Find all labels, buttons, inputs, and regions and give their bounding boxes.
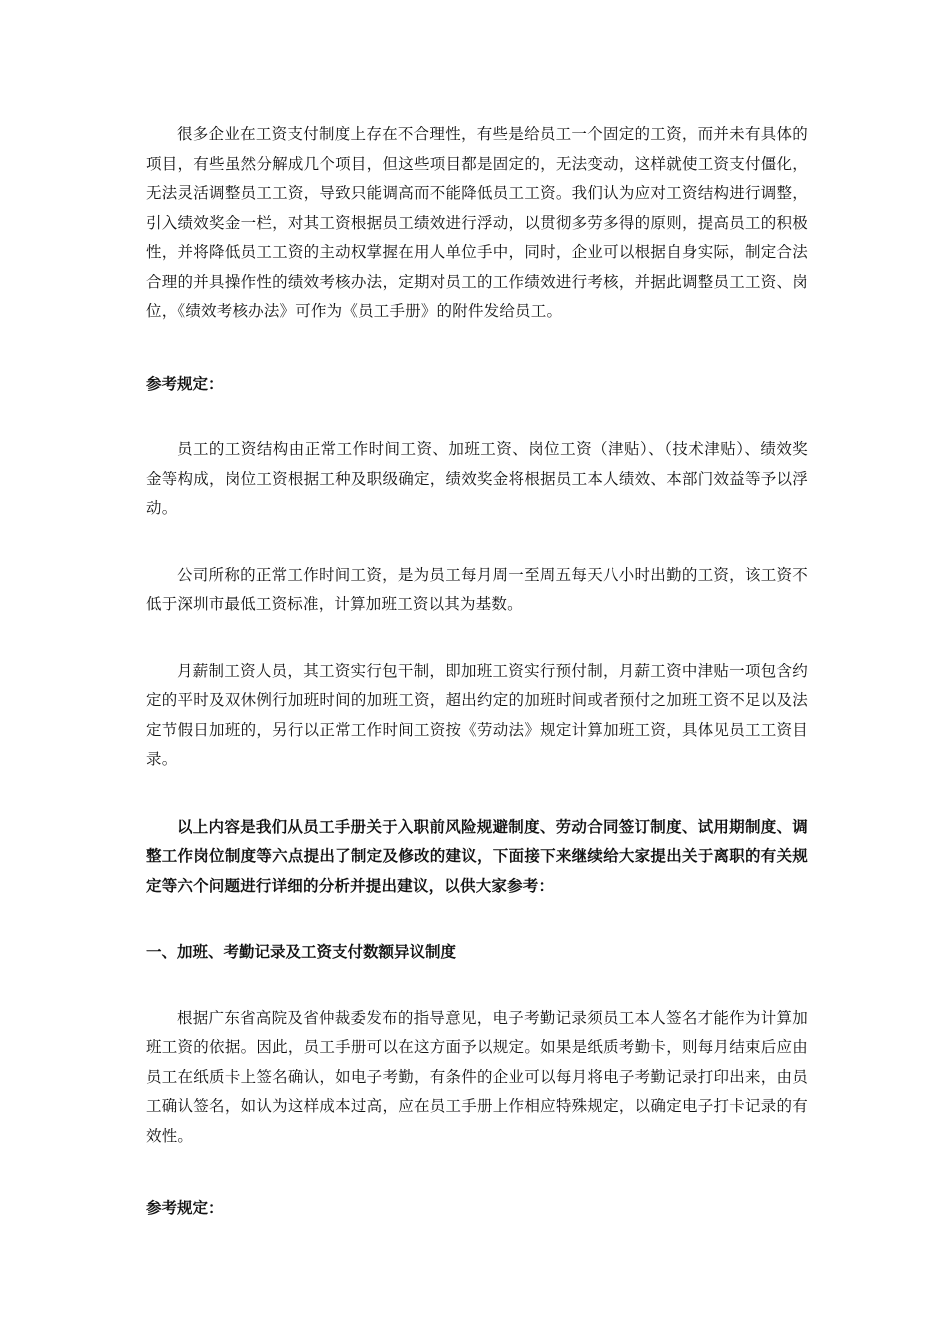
reference-heading-2: 参考规定： — [146, 1198, 224, 1217]
paragraph-summary: 以上内容是我们从员工手册关于入职前风险规避制度、劳动合同签订制度、试用期制度、调整工作岗位制度等六点提出了制定及修改的建议，下面接下来继续给大家提出关于离职的有关规定等六个问题进行详细的分析并提出建议，以供大家参考： — [146, 816, 808, 895]
section-heading-overtime: 一、加班、考勤记录及工资支付数额异议制度 — [146, 942, 457, 961]
paragraph-normal-hours-wage: 公司所称的正常工作时间工资，是为员工每月周一至周五每天八小时出勤的工资，该工资不低于深圳市最低工资标准，计算加班工资以其为基数。 — [146, 565, 808, 613]
paragraph-salary-components: 员工的工资结构由正常工作时间工资、加班工资、岗位工资（津贴）、（技术津贴）、绩效奖金等构成，岗位工资根据工种及职级确定，绩效奖金将根据员工本人绩效、本部门效益等予以浮动。 — [146, 440, 808, 517]
paragraph-salary-structure-issue: 很多企业在工资支付制度上存在不合理性，有些是给员工一个固定的工资，而并未有具体的项目，有些虽然分解成几个项目，但这些项目都是固定的，无法变动，这样就使工资支付僵化，无法灵活调整员工工资，导致只能调高而不能降低员工工资。我们认为应对工资结构进行调整，引入绩效奖金一栏，对其工资根据员工绩效进行浮动，以贯彻多劳多得的原则，提高员工的积极性，并将降低员工工资的主动权掌握在用人单位手中，同时，企业可以根据自身实际，制定合法合理的并具操作性的绩效考核办法，定期对员工的工作绩效进行考核，并据此调整员工工资、岗位，《绩效考核办法》可作为《员工手册》的附件发给员工。 — [146, 125, 808, 320]
paragraph-attendance-records: 根据广东省高院及省仲裁委发布的指导意见，电子考勤记录须员工本人签名才能作为计算加班工资的依据。因此，员工手册可以在这方面予以规定。如果是纸质考勤卡，则每月结束后应由员工在纸质卡上签名确认，如电子考勤，有条件的企业可以每月将电子考勤记录打印出来，由员工确认签名，如认为这样成本过高，应在员工手册上作相应特殊规定，以确定电子打卡记录的有效性。 — [146, 1008, 808, 1145]
reference-heading-1: 参考规定： — [146, 373, 224, 393]
paragraph-monthly-salary: 月薪制工资人员，其工资实行包干制，即加班工资实行预付制，月薪工资中津贴一项包含约定的平时及双休例行加班时间的加班工资，超出约定的加班时间或者预付之加班工资不足以及法定节假日加班的，另行以正常工作时间工资按《劳动法》规定计算加班工资，具体见员工工资目录。 — [146, 661, 808, 768]
document-body — [146, 120, 808, 1223]
